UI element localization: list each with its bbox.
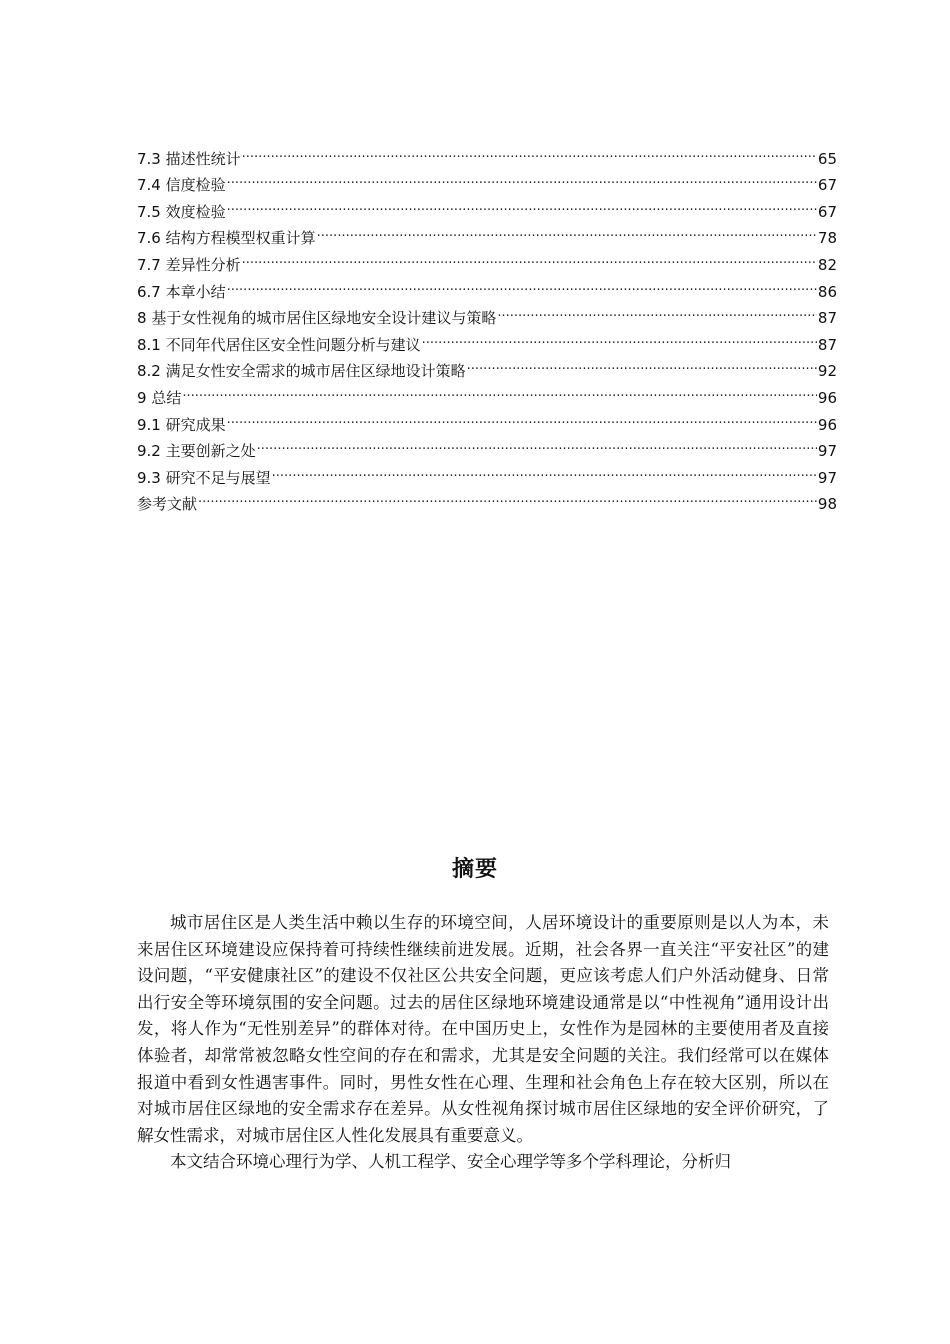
toc-entry[interactable] (137, 270, 837, 301)
abstract-paragraph: 城市居住区是人类生活中赖以生存的环境空间，人居环境设计的重要原则是以人为本，未来居住区环境建设应保持着可持续性继续前进发展。近期，社会各界一直关注“平安社区”的建设问题，“平安健康社区”的建设不仅社区公共安全问题，更应该考虑人们户外活动健身、日常出行安全等环境氛围的安全问题。过去的居住区绿地环境建设通常是以“中性视角”通用设计出发，将人作为“无性别差异”的群体对待。在中国历史上，女性作为是园林的主要使用者及直接体验者，却常常被忽略女性空间的存在和需求，尤其是安全问题的关注。我们经常可以在媒体报道中看到女性遇害事件。同时，男性女性在心理、生理和社会角色上存在较大区别，所以在对城市居住区绿地的安全需求存在差异。从女性视角探讨城市居住区绿地的安全评价研究，了解女性需求，对城市居住区人性化发展具有重要意义。 (137, 913, 829, 1145)
toc-entry-title: 满足女性安全需求的城市居住区绿地设计策略 (165, 362, 466, 381)
toc-entry-number: 7.7 (137, 255, 161, 274)
toc-dot-leader (227, 403, 817, 430)
abstract-heading: 摘要 (451, 857, 498, 882)
toc-entry-number: 7.6 (137, 229, 161, 248)
toc-entry-page: 67 (817, 202, 837, 221)
toc-entry-page: 97 (817, 442, 837, 461)
toc-dot-leader (198, 483, 817, 510)
toc-entry-number: 8 (137, 309, 147, 328)
toc-dot-leader (242, 243, 817, 270)
toc-entry-page: 96 (817, 388, 837, 407)
toc-entry[interactable] (137, 137, 837, 168)
toc-entry-page: 67 (817, 176, 837, 195)
toc-entry-page: 96 (817, 415, 837, 434)
toc-entry[interactable] (137, 403, 837, 434)
toc-entry-title: 研究不足与展望 (165, 468, 271, 487)
toc-dot-leader (227, 190, 817, 217)
toc-entry-number: 8.2 (137, 362, 161, 381)
abstract-paragraph: 本文结合环境心理行为学、人机工程学、安全心理学等多个学科理论，分析归 (170, 1152, 731, 1172)
toc-entry-number: 9 (137, 388, 147, 407)
toc-entry-title: 信度检验 (165, 176, 226, 195)
toc-entry[interactable] (137, 217, 837, 248)
toc-entry-title: 效度检验 (165, 202, 226, 221)
toc-dot-leader (242, 137, 817, 164)
toc-dot-leader (317, 217, 817, 244)
toc-entry[interactable] (137, 243, 837, 274)
toc-entry-title: 差异性分析 (165, 255, 241, 274)
toc-dot-leader (227, 270, 817, 297)
toc-dot-leader (257, 430, 817, 457)
toc-entry-number: 8.1 (137, 335, 161, 354)
toc-dot-leader (497, 297, 817, 324)
toc-entry-number: 9.3 (137, 468, 161, 487)
toc-entry-number: 7.4 (137, 176, 161, 195)
toc-entry-number: 7.3 (137, 149, 161, 168)
toc-dot-leader (422, 323, 817, 350)
toc-dot-leader (227, 164, 817, 191)
toc-entry-page: 87 (817, 335, 837, 354)
toc-entry-title: 参考文献 (137, 495, 198, 514)
toc-entry-title: 结构方程模型权重计算 (165, 229, 316, 248)
toc-entry-title: 主要创新之处 (165, 442, 256, 461)
toc-entry-page: 65 (817, 149, 837, 168)
toc-entry[interactable] (137, 376, 837, 407)
abstract-body (137, 910, 829, 1176)
toc-entry-number: 9.1 (137, 415, 161, 434)
toc-entry[interactable] (137, 190, 837, 221)
toc-entry-page: 98 (817, 495, 837, 514)
toc-entry-number: 6.7 (137, 282, 161, 301)
toc-entry-number: 7.5 (137, 202, 161, 221)
toc-dot-leader (182, 376, 817, 403)
toc-dot-leader (272, 456, 817, 483)
toc-entry-page: 97 (817, 468, 837, 487)
toc-entry-page: 82 (817, 255, 837, 274)
toc-entry-title: 研究成果 (165, 415, 226, 434)
toc-entry-page: 87 (817, 309, 837, 328)
toc-entry-number: 9.2 (137, 442, 161, 461)
toc-entry-title: 总结 (151, 388, 182, 407)
toc-entry-title: 本章小结 (165, 282, 226, 301)
toc-entry-title: 描述性统计 (165, 149, 241, 168)
toc-entry[interactable] (137, 164, 837, 195)
toc-entry[interactable] (137, 297, 837, 328)
toc-entry-page: 86 (817, 282, 837, 301)
table-of-contents (137, 137, 837, 514)
toc-entry[interactable] (137, 483, 837, 514)
toc-entry-title: 不同年代居住区安全性问题分析与建议 (165, 335, 421, 354)
toc-entry-page: 92 (817, 362, 837, 381)
toc-entry-title: 基于女性视角的城市居住区绿地安全设计建议与策略 (151, 309, 497, 328)
toc-entry-page: 78 (817, 229, 837, 248)
toc-entry[interactable] (137, 430, 837, 461)
toc-dot-leader (467, 350, 817, 377)
